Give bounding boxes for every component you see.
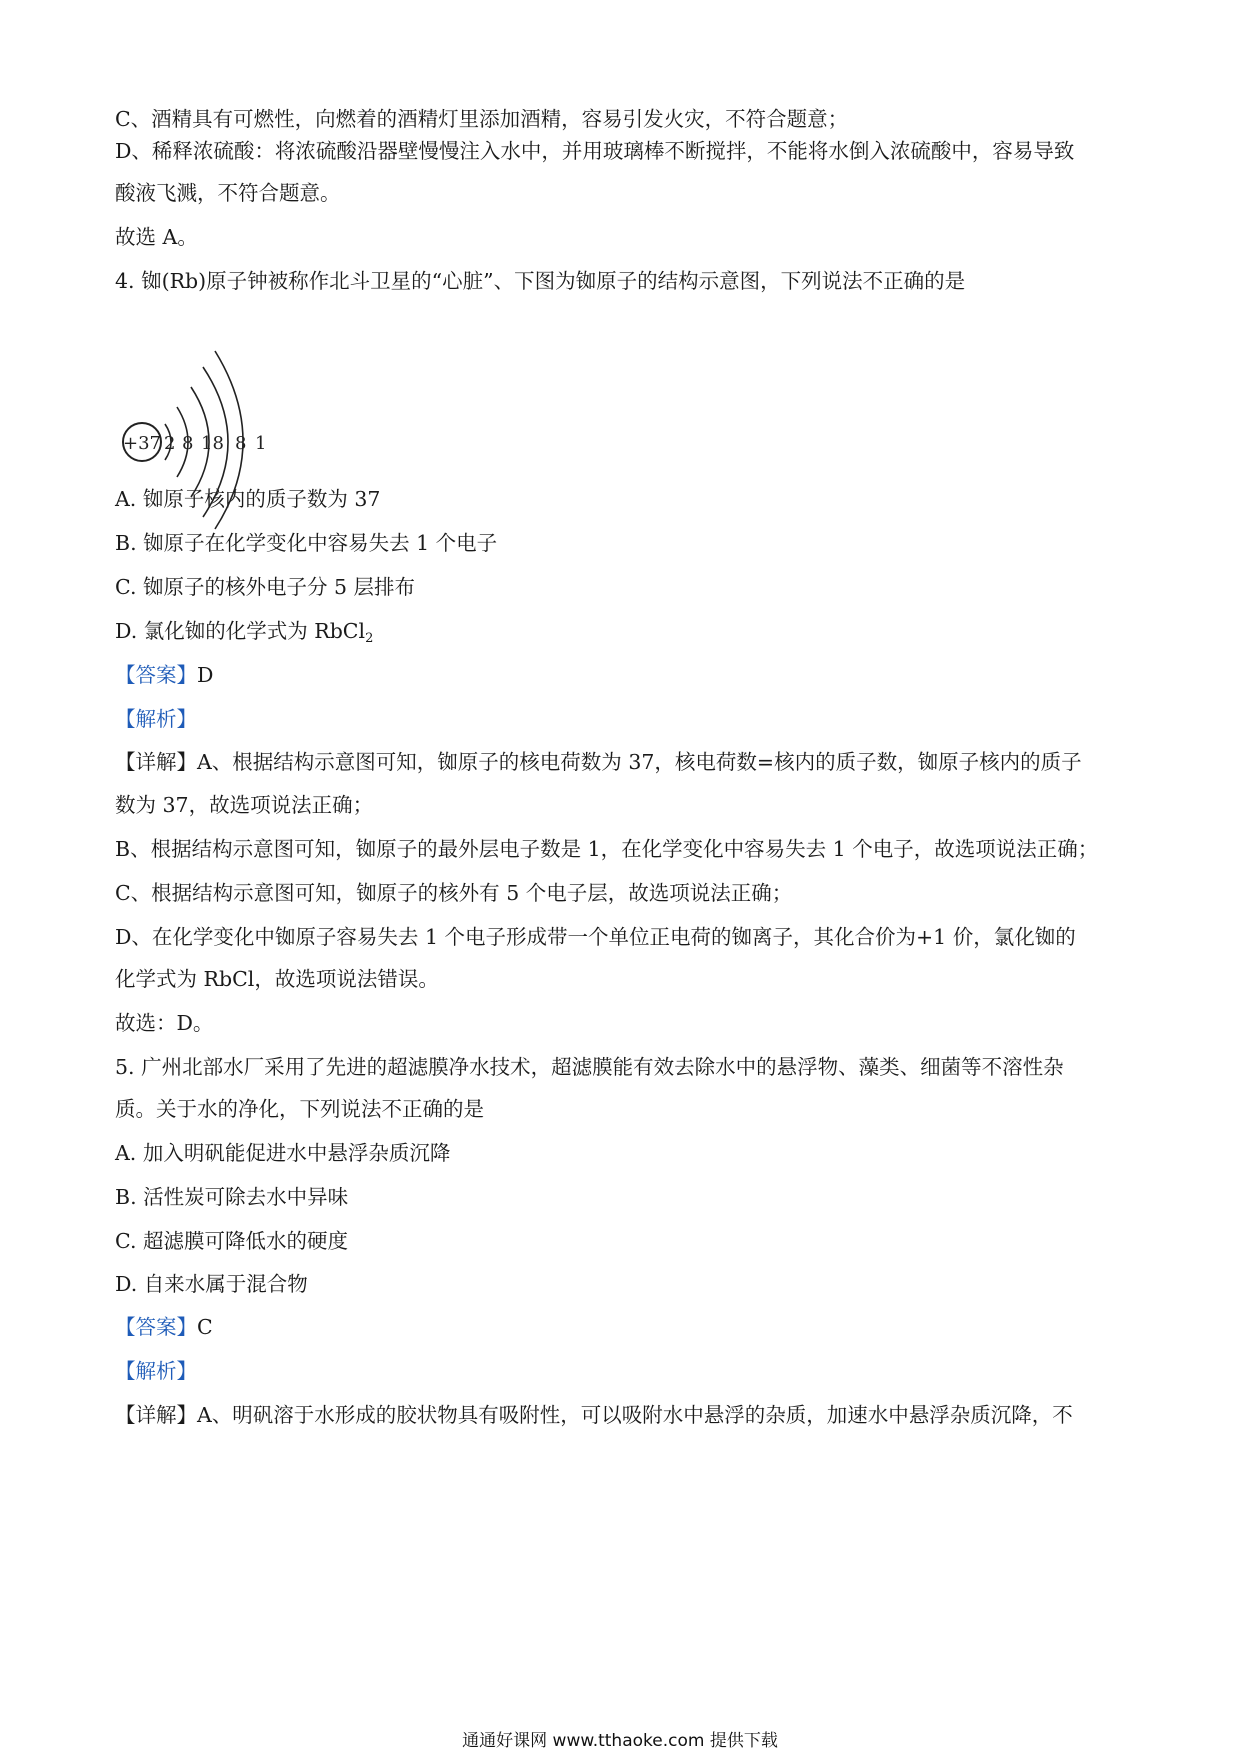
q4-answer bbox=[115, 660, 213, 690]
shell-electron-count: 8 bbox=[182, 433, 194, 454]
detail-label: 【详解】 bbox=[115, 750, 197, 774]
text-line: 酸液飞溅，不符合题意。 bbox=[115, 181, 341, 205]
answer-value: D bbox=[197, 663, 214, 687]
text-line: C、酒精具有可燃性，向燃着的酒精灯里添加酒精，容易引发火灾，不符合题意； bbox=[115, 107, 849, 131]
q5-detail-line bbox=[115, 1400, 1073, 1430]
q5-option-a: A. 加入明矾能促进水中悬浮杂质沉降 bbox=[115, 1141, 451, 1165]
q5-option-b: B. 活性炭可除去水中异味 bbox=[115, 1185, 349, 1209]
text-line: 故选 A。 bbox=[115, 225, 198, 249]
q4-detail-line bbox=[115, 747, 1082, 777]
q4-option-a: A. 铷原子核内的质子数为 37 bbox=[115, 487, 381, 511]
q5-analysis-label: 【解析】 bbox=[115, 1359, 197, 1383]
q5-option-d: D. 自来水属于混合物 bbox=[115, 1272, 308, 1296]
shell-electron-count: 2 bbox=[164, 433, 176, 454]
text-line: D、在化学变化中铷原子容易失去 1 个电子形成带一个单位正电荷的铷离子，其化合价为+1 价，氯化铷的 bbox=[115, 925, 1076, 949]
answer-value: C bbox=[197, 1315, 213, 1339]
shell-electron-count: 18 bbox=[201, 433, 224, 454]
subscript: 2 bbox=[365, 631, 374, 646]
detail-text: A、明矾溶于水形成的胶状物具有吸附性，可以吸附水中悬浮的杂质，加速水中悬浮杂质沉降，不 bbox=[197, 1403, 1073, 1427]
q4-option-b: B. 铷原子在化学变化中容易失去 1 个电子 bbox=[115, 531, 498, 555]
question-5-stem: 5. 广州北部水厂采用了先进的超滤膜净水技术，超滤膜能有效去除水中的悬浮物、藻类、细菌等不溶性杂 bbox=[115, 1055, 1064, 1079]
shell-electron-count: 8 bbox=[235, 433, 247, 454]
q4-analysis-label: 【解析】 bbox=[115, 707, 197, 731]
text-line: 数为 37，故选项说法正确； bbox=[115, 793, 374, 817]
answer-label: 【答案】 bbox=[115, 663, 197, 687]
detail-text: A、根据结构示意图可知，铷原子的核电荷数为 37，核电荷数=核内的质子数，铷原子核内的质子 bbox=[197, 750, 1082, 774]
text-line: 质。关于水的净化，下列说法不正确的是 bbox=[115, 1097, 484, 1121]
text-line: D、稀释浓硫酸：将浓硫酸沿器壁慢慢注入水中，并用玻璃棒不断搅拌，不能将水倒入浓硫酸中，容易导致 bbox=[115, 139, 1075, 163]
shell-electron-count: 1 bbox=[255, 433, 267, 454]
answer-label: 【答案】 bbox=[115, 1315, 197, 1339]
page-footer: 通通好课网 www.tthaoke.com 提供下载 bbox=[462, 1731, 778, 1751]
q4-option-d-text: D. 氯化铷的化学式为 RbCl bbox=[115, 619, 366, 643]
q4-option-c: C. 铷原子的核外电子分 5 层排布 bbox=[115, 575, 416, 599]
text-line: C、根据结构示意图可知，铷原子的核外有 5 个电子层，故选项说法正确； bbox=[115, 881, 793, 905]
text-line: 故选：D。 bbox=[115, 1011, 214, 1035]
detail-label: 【详解】 bbox=[115, 1403, 197, 1427]
q5-answer bbox=[115, 1312, 213, 1342]
nucleus-charge: +37 bbox=[123, 433, 161, 454]
rubidium-atom-structure-diagram bbox=[115, 345, 275, 530]
q5-option-c: C. 超滤膜可降低水的硬度 bbox=[115, 1229, 348, 1253]
text-line: 化学式为 RbCl，故选项说法错误。 bbox=[115, 967, 439, 991]
text-line: B、根据结构示意图可知，铷原子的最外层电子数是 1，在化学变化中容易失去 1 个电子，故选项说法正确； bbox=[115, 837, 1099, 861]
question-4-stem: 4. 铷(Rb)原子钟被称作北斗卫星的“心脏”、下图为铷原子的结构示意图，下列说法不正确的是 bbox=[115, 269, 966, 293]
q4-option-d bbox=[115, 616, 373, 654]
